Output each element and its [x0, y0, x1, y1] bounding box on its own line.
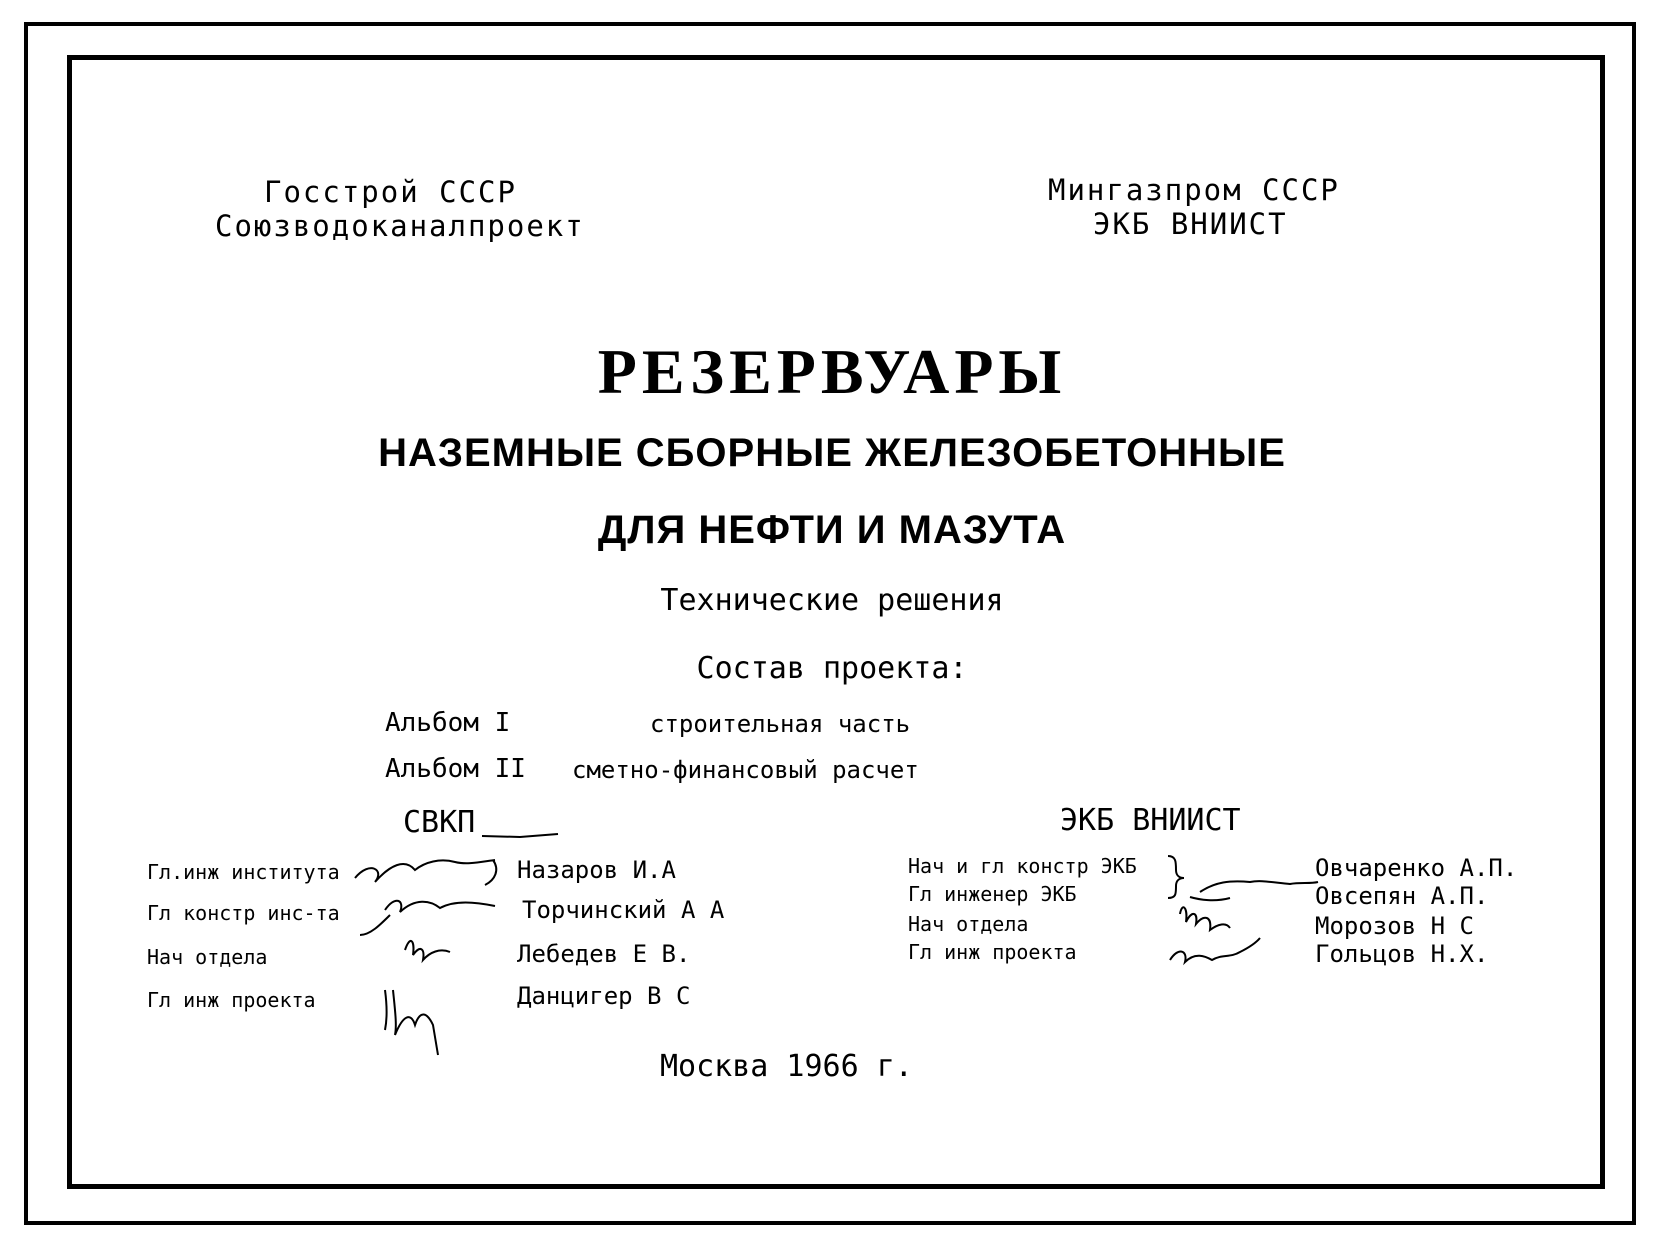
page-title: РЕЗЕРВУАРЫ: [597, 336, 1067, 407]
city-year: Москва 1966 г.: [660, 1049, 913, 1084]
right-row4-position: Гл инж проекта: [908, 940, 1077, 964]
left-row4-person: Данцигер В С: [517, 982, 691, 1010]
left-row1-position: Гл.инж института: [147, 860, 340, 884]
left-row3-position: Нач отдела: [147, 945, 268, 969]
left-row3-person: Лебедев Е В.: [517, 940, 691, 968]
title-line4: Технические решения: [660, 583, 1004, 618]
album1-text: строительная часть: [650, 710, 911, 738]
album2-text: сметно-финансовый расчет: [572, 756, 919, 784]
left-org-name: СВКП: [403, 805, 476, 840]
right-row2-person: Овсепян А.П.: [1315, 882, 1489, 910]
title-line3: ДЛЯ НЕФТИ И МАЗУТА: [597, 508, 1067, 552]
left-row2-position: Гл констр инс-та: [147, 901, 340, 925]
composition-heading: Состав проекта:: [696, 651, 968, 686]
right-row2-position: Гл инженер ЭКБ: [908, 882, 1077, 906]
right-org-name: ЭКБ ВНИИСТ: [1060, 803, 1241, 838]
header-right-line1: Мингазпром СССР: [1048, 173, 1340, 207]
left-row4-position: Гл инж проекта: [147, 988, 316, 1012]
header-left-line1: Госстрой СССР: [264, 175, 517, 209]
header-right-line2: ЭКБ ВНИИСТ: [1093, 207, 1288, 241]
header-left-line2: Союзводоканалпроект: [215, 209, 585, 243]
right-row1-person: Овчаренко А.П.: [1315, 854, 1518, 882]
right-row3-position: Нач отдела: [908, 912, 1029, 936]
album1-label: Альбом I: [385, 708, 511, 738]
underline-mark: [480, 810, 560, 840]
left-row1-person: Назаров И.А: [517, 856, 676, 884]
right-row3-person: Морозов Н С: [1315, 912, 1474, 940]
left-row2-person: Торчинский А А: [522, 896, 725, 924]
right-row1-position: Нач и гл констр ЭКБ: [908, 854, 1137, 878]
right-row4-person: Гольцов Н.Х.: [1315, 940, 1489, 968]
album2-label: Альбом II: [385, 754, 526, 784]
left-signatures: [345, 840, 525, 1070]
title-line2: НАЗЕМНЫЕ СБОРНЫЕ ЖЕЛЕЗОБЕТОННЫЕ: [378, 431, 1286, 475]
right-signatures: [1160, 852, 1320, 972]
